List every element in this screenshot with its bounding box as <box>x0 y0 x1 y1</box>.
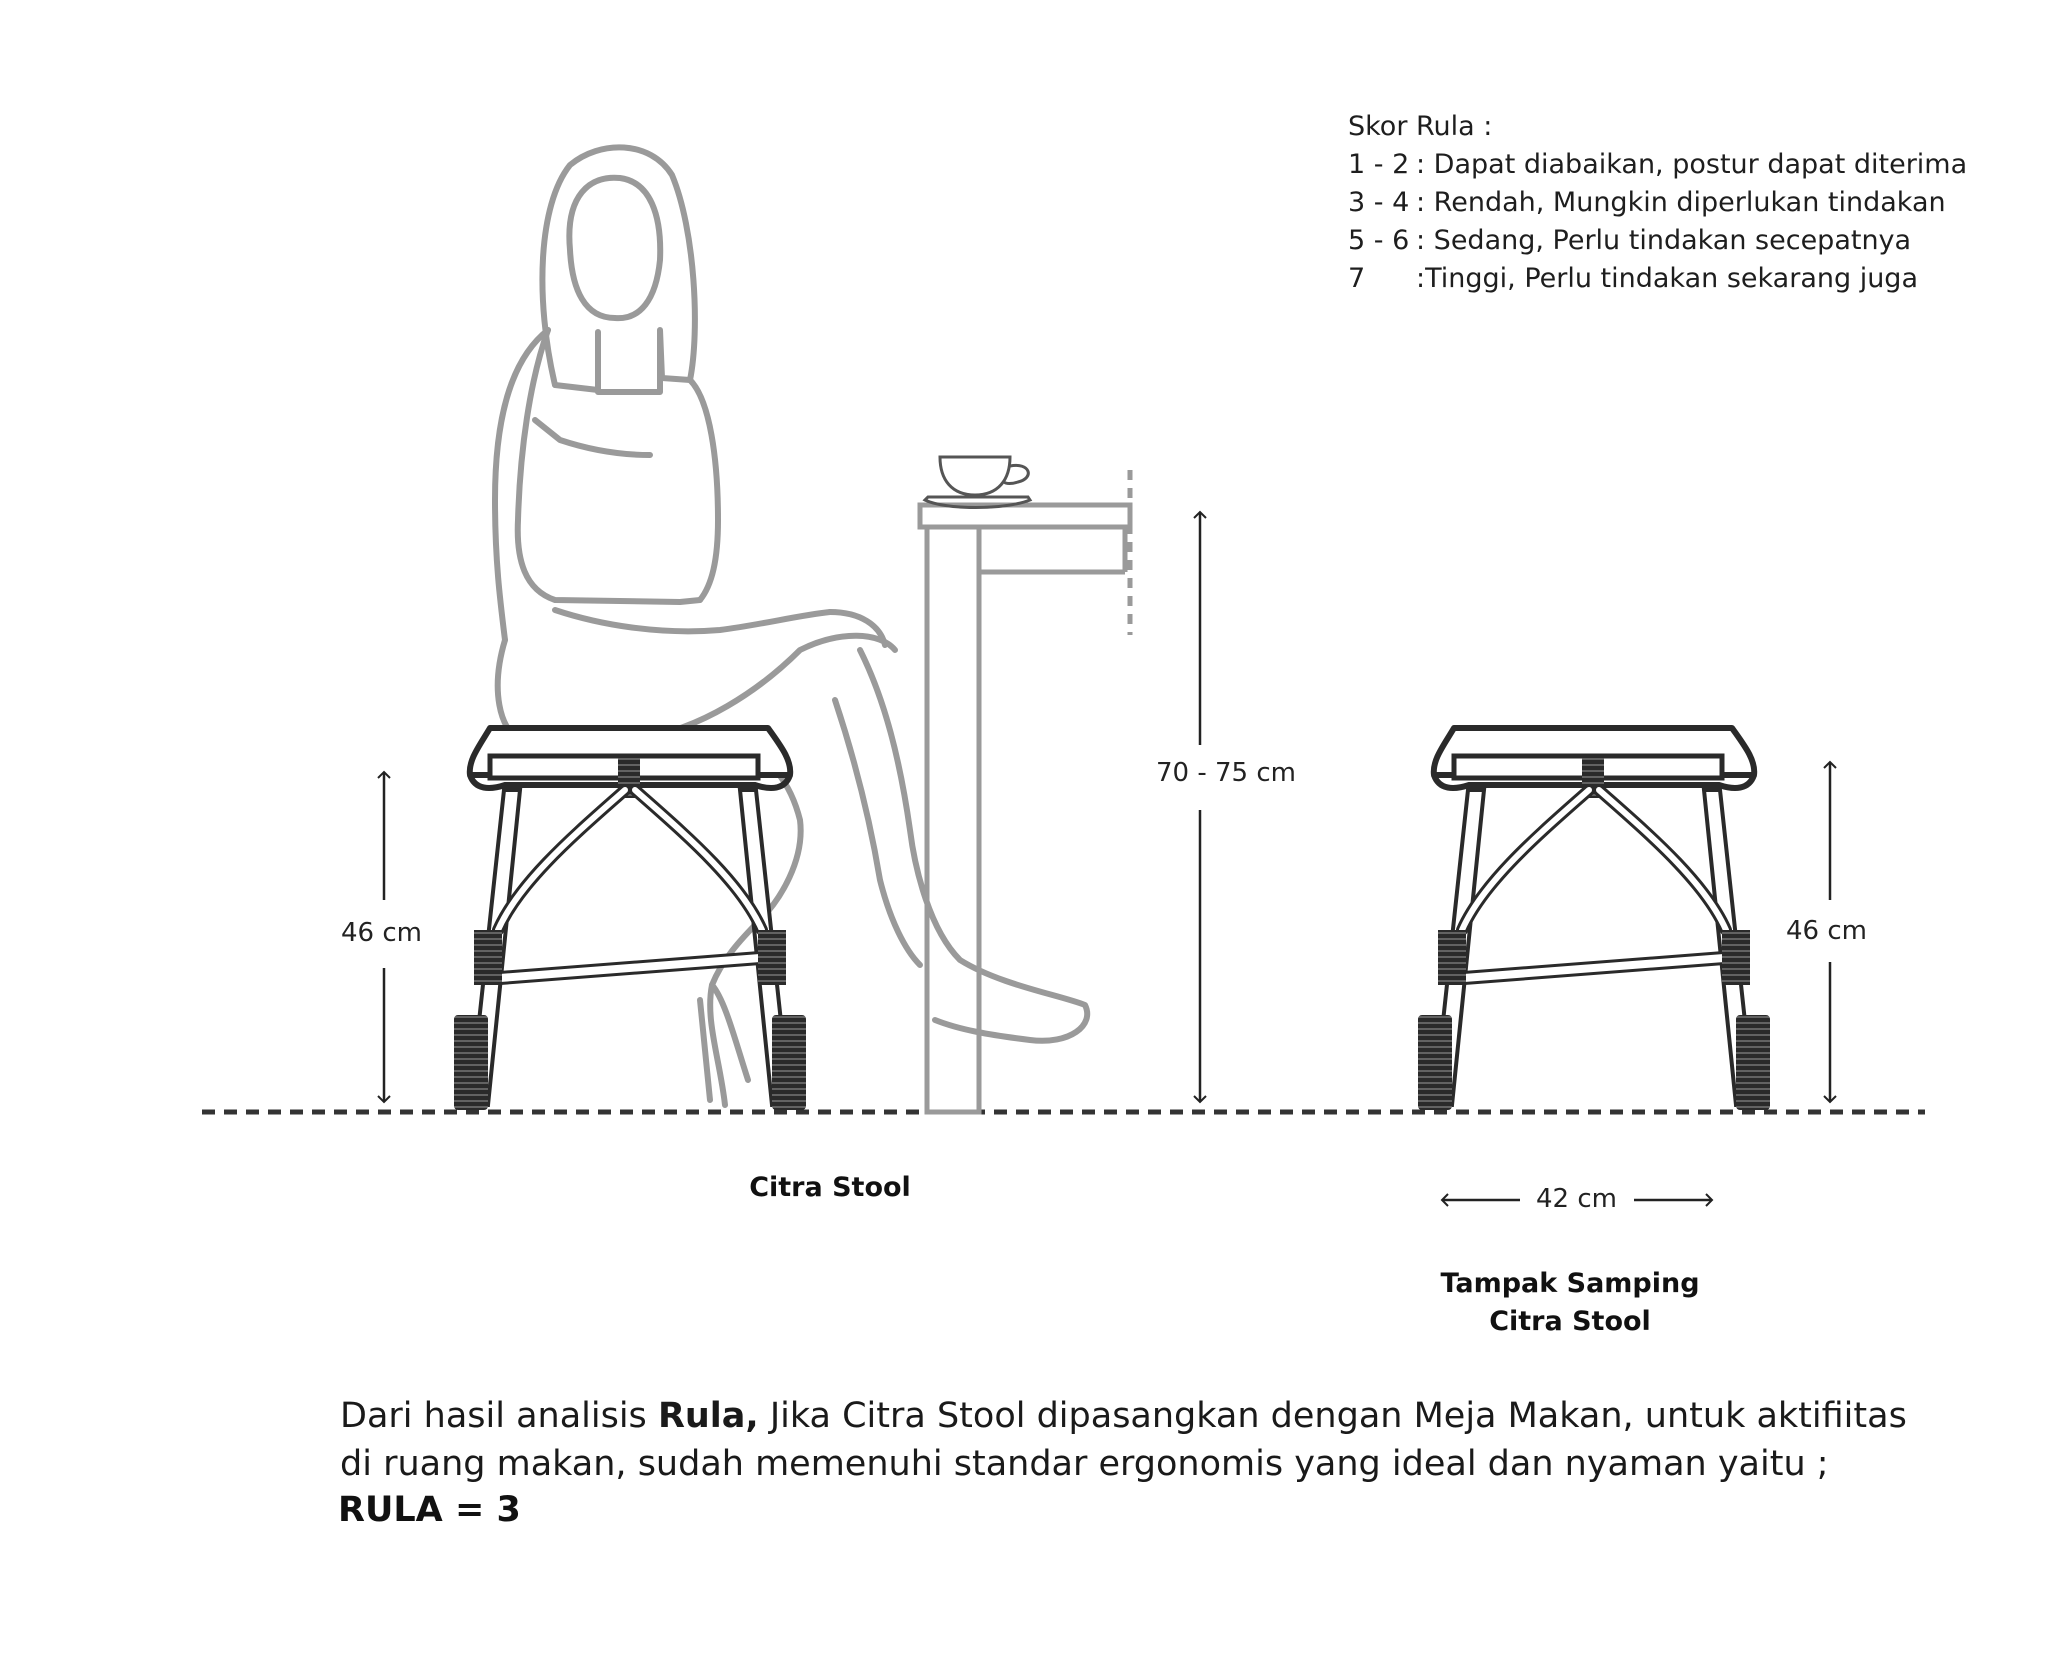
legend-title: Skor Rula : <box>1348 111 1493 142</box>
conclusion-bold: Rula, <box>657 1396 759 1436</box>
legend-text: : Rendah, Mungkin diperlukan tindakan <box>1416 187 1946 218</box>
rula-result: RULA = 3 <box>338 1490 521 1530</box>
legend-range: 7 <box>1348 263 1366 294</box>
legend-range: 1 - 2 <box>1348 149 1410 180</box>
front-view-caption: Citra Stool <box>749 1172 911 1203</box>
stool-width-label: 42 cm <box>1536 1184 1617 1214</box>
seated-person-figure <box>495 147 1087 1105</box>
legend-row <box>1348 260 1967 298</box>
conclusion-line2: di ruang makan, sudah memenuhi standar ergonomis yang ideal dan nyaman yaitu ; <box>340 1444 1829 1484</box>
seat-height-front-label: 46 cm <box>341 918 422 948</box>
table-figure <box>920 470 1130 1112</box>
coffee-cup-icon <box>925 457 1030 508</box>
legend-text: :Tinggi, Perlu tindakan sekarang juga <box>1416 263 1918 294</box>
stool-front <box>454 728 806 1110</box>
legend-row <box>1348 146 1967 184</box>
conclusion-prefix: Dari hasil analisis <box>340 1396 658 1436</box>
legend-text: : Dapat diabaikan, postur dapat diterima <box>1416 149 1968 180</box>
legend-range: 3 - 4 <box>1348 187 1410 218</box>
conclusion-rest: Jika Citra Stool dipasangkan dengan Meja Makan, untuk aktifiitas <box>758 1396 1907 1436</box>
legend-row <box>1348 222 1967 260</box>
legend-text: : Sedang, Perlu tindakan secepatnya <box>1416 225 1912 256</box>
rula-score-legend <box>1348 108 1967 298</box>
legend-row <box>1348 184 1967 222</box>
legend-range: 5 - 6 <box>1348 225 1410 256</box>
conclusion-line1 <box>340 1392 1907 1440</box>
conclusion-paragraph <box>340 1392 1907 1488</box>
stool-side <box>1418 728 1770 1110</box>
side-view-caption-line2: Citra Stool <box>1489 1306 1651 1337</box>
side-view-caption-line1: Tampak Samping <box>1440 1268 1700 1299</box>
seat-height-side-label: 46 cm <box>1786 916 1867 946</box>
dimension-arrows <box>384 512 1830 1200</box>
table-height-label: 70 - 75 cm <box>1156 758 1296 788</box>
